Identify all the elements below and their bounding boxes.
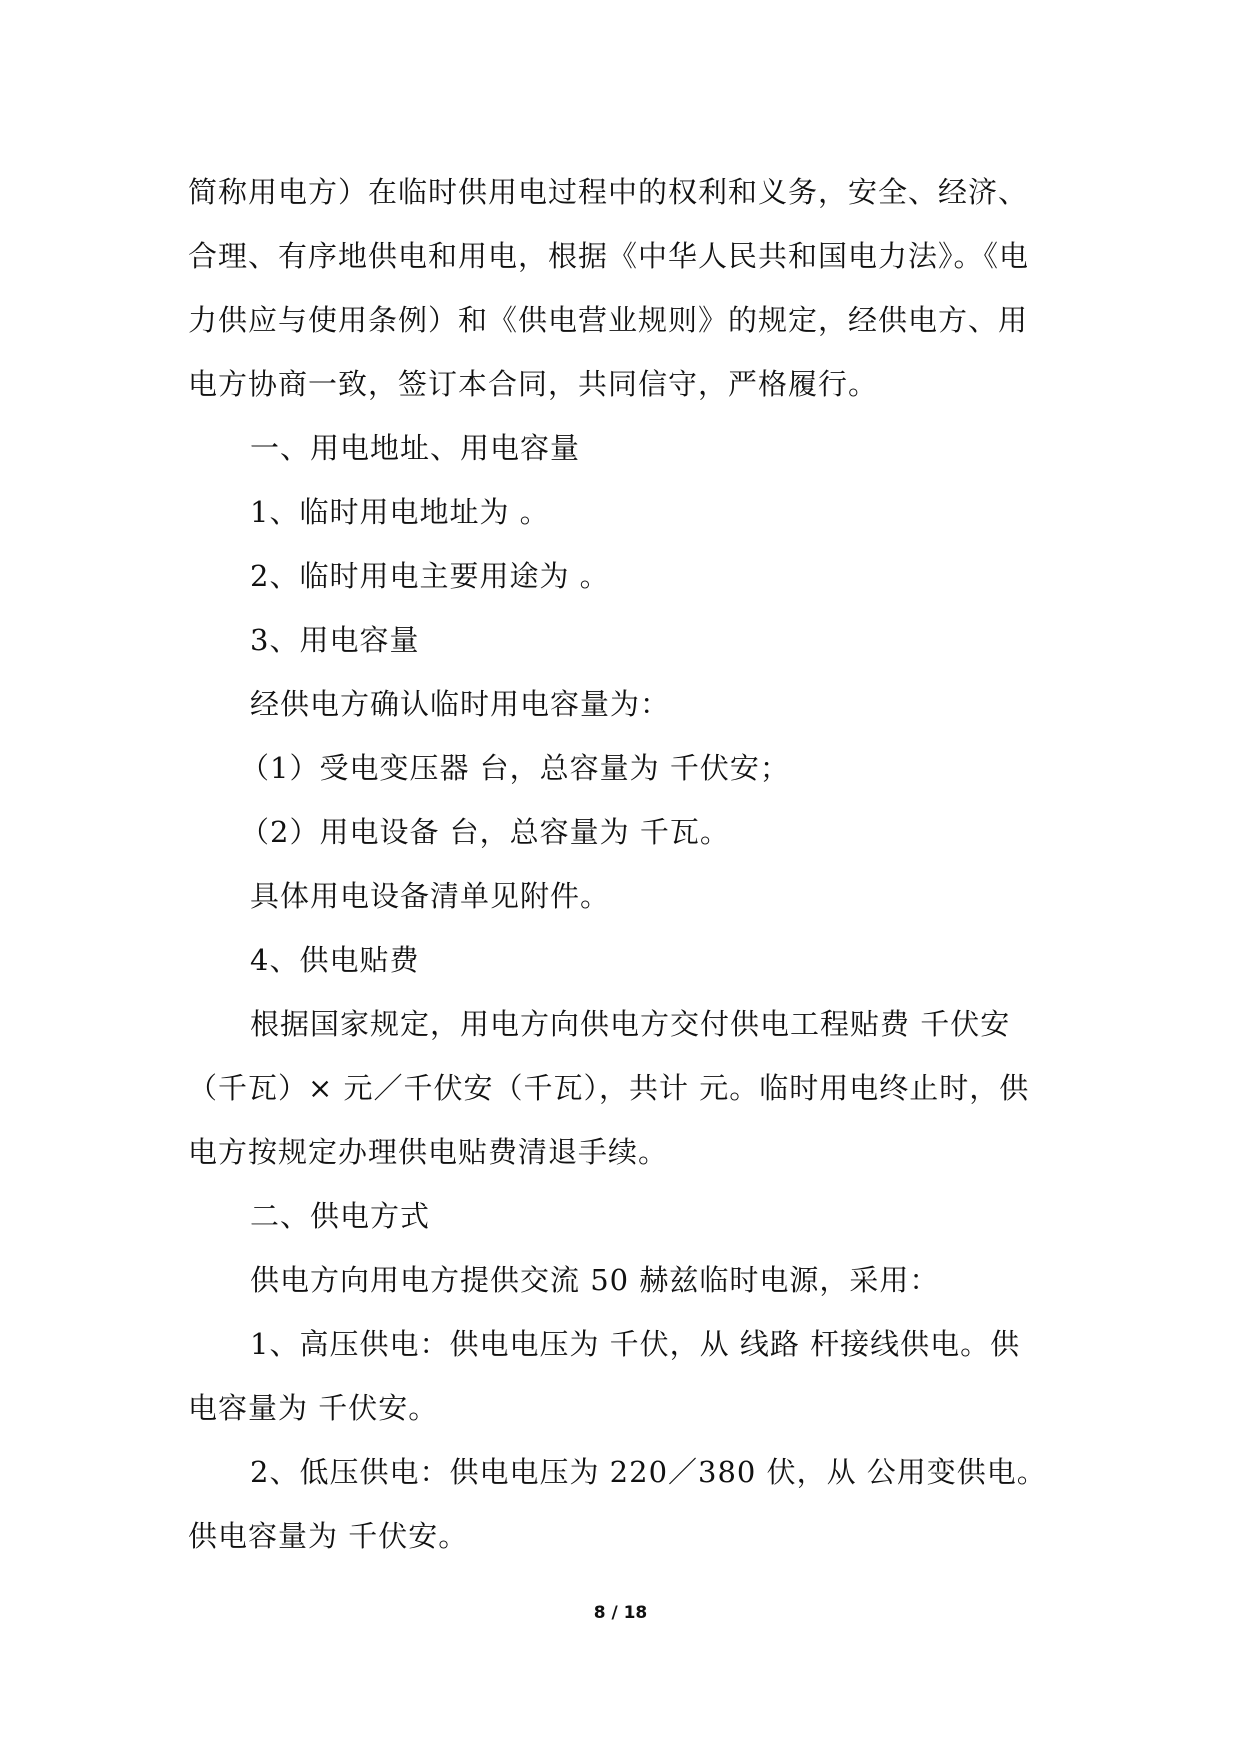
clause-item: 3、用电容量 [250,623,420,657]
clause-item: 2、低压供电：供电电压为 220／380 伏，从 公用变供电。 [250,1455,1047,1489]
clause-item: 4、供电贴费 [250,943,420,977]
clause-item: 1、临时用电地址为 。 [250,495,550,529]
page-number: 8 / 18 [593,1603,648,1623]
paragraph-line: 根据国家规定，用电方向供电方交付供电工程贴费 千伏安 [250,1007,1011,1041]
paragraph-line: 供电方向用电方提供交流 50 赫兹临时电源，采用： [250,1263,940,1297]
clause-item: 2、临时用电主要用途为 。 [250,559,610,593]
paragraph-line: （千瓦）× 元／千伏安（千瓦），共计 元。临时用电终止时，供 [188,1071,1030,1105]
paragraph-line: 具体用电设备清单见附件。 [250,879,611,913]
section-heading: 二、供电方式 [250,1199,431,1233]
paragraph-line: 经供电方确认临时用电容量为： [250,687,671,721]
paragraph-line: 合理、有序地供电和用电，根据《中华人民共和国电力法》。《电 [188,239,1030,273]
paragraph-line: 电容量为 千伏安。 [188,1391,439,1425]
paragraph-line: 力供应与使用条例）和《供电营业规则》的规定，经供电方、用 [188,303,1029,337]
paragraph-line: 电方协商一致，签订本合同，共同信守，严格履行。 [188,367,879,401]
paragraph-line: 供电容量为 千伏安。 [188,1519,469,1553]
document-body [188,160,1068,1568]
clause-item: 1、高压供电：供电电压为 千伏，从 线路 杆接线供电。供 [250,1327,1021,1361]
paragraph-line: 简称用电方）在临时供用电过程中的权利和义务，安全、经济、 [188,175,1029,209]
section-heading: 一、用电地址、用电容量 [250,431,581,465]
sub-clause-item: （1）受电变压器 台，总容量为 千伏安； [240,751,790,785]
paragraph-line: 电方按规定办理供电贴费清退手续。 [188,1135,669,1169]
sub-clause-item: （2）用电设备 台，总容量为 千瓦。 [240,815,730,849]
